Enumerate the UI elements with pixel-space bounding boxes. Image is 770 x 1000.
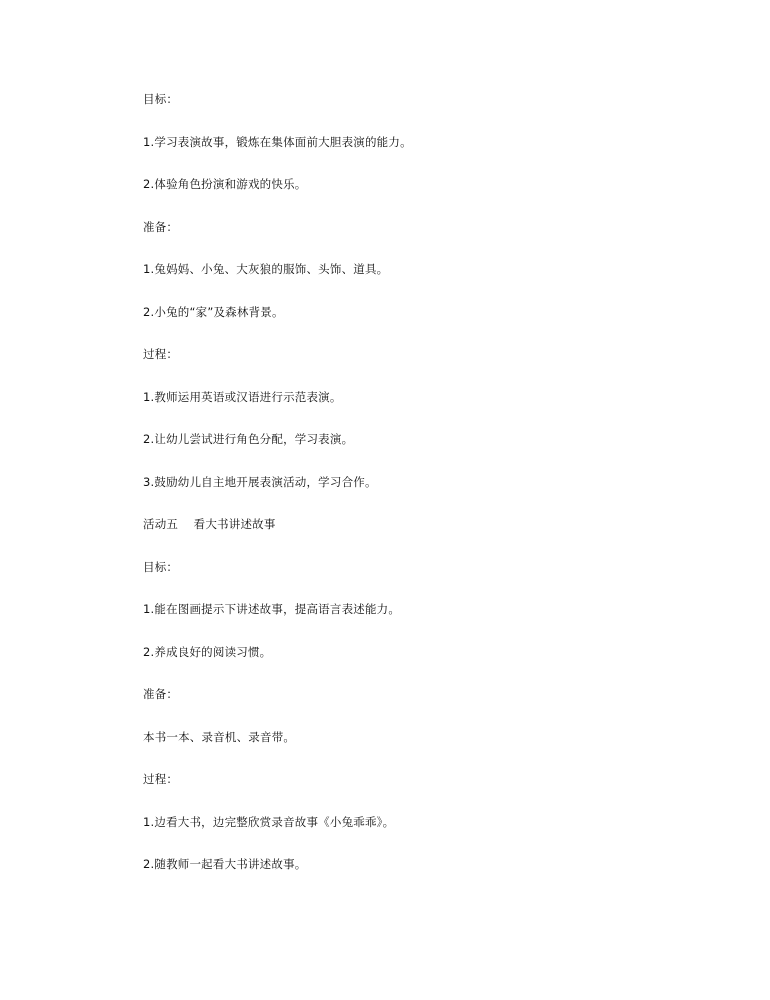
goal-item-2: 2.体验角色扮演和游戏的快乐。 xyxy=(143,177,307,191)
activity-five-title: 活动五 看大书讲述故事 xyxy=(143,517,276,531)
prep-item-2: 2.小兔的“家”及森林背景。 xyxy=(143,305,284,319)
process-item-4: 1.边看大书，边完整欣赏录音故事《小兔乖乖》。 xyxy=(143,815,395,829)
goal-item-1: 1.学习表演故事，锻炼在集体面前大胆表演的能力。 xyxy=(143,135,412,149)
heading-prep-1: 准备： xyxy=(143,220,179,234)
goal-item-4: 2.养成良好的阅读习惯。 xyxy=(143,645,272,659)
heading-prep-2: 准备： xyxy=(143,687,179,701)
heading-goals-2: 目标： xyxy=(143,560,179,574)
process-item-5: 2.随教师一起看大书讲述故事。 xyxy=(143,857,307,871)
process-item-3: 3.鼓励幼儿自主地开展表演活动，学习合作。 xyxy=(143,475,377,489)
prep-item-3: 本书一本、录音机、录音带。 xyxy=(143,730,296,744)
heading-process-2: 过程： xyxy=(143,772,179,786)
goal-item-3: 1.能在图画提示下讲述故事，提高语言表述能力。 xyxy=(143,602,401,616)
heading-process-1: 过程： xyxy=(143,347,179,361)
heading-goals-1: 目标： xyxy=(143,92,179,106)
process-item-2: 2.让幼儿尝试进行角色分配，学习表演。 xyxy=(143,432,354,446)
prep-item-1: 1.兔妈妈、小兔、大灰狼的服饰、头饰、道具。 xyxy=(143,262,389,276)
process-item-1: 1.教师运用英语或汉语进行示范表演。 xyxy=(143,390,342,404)
